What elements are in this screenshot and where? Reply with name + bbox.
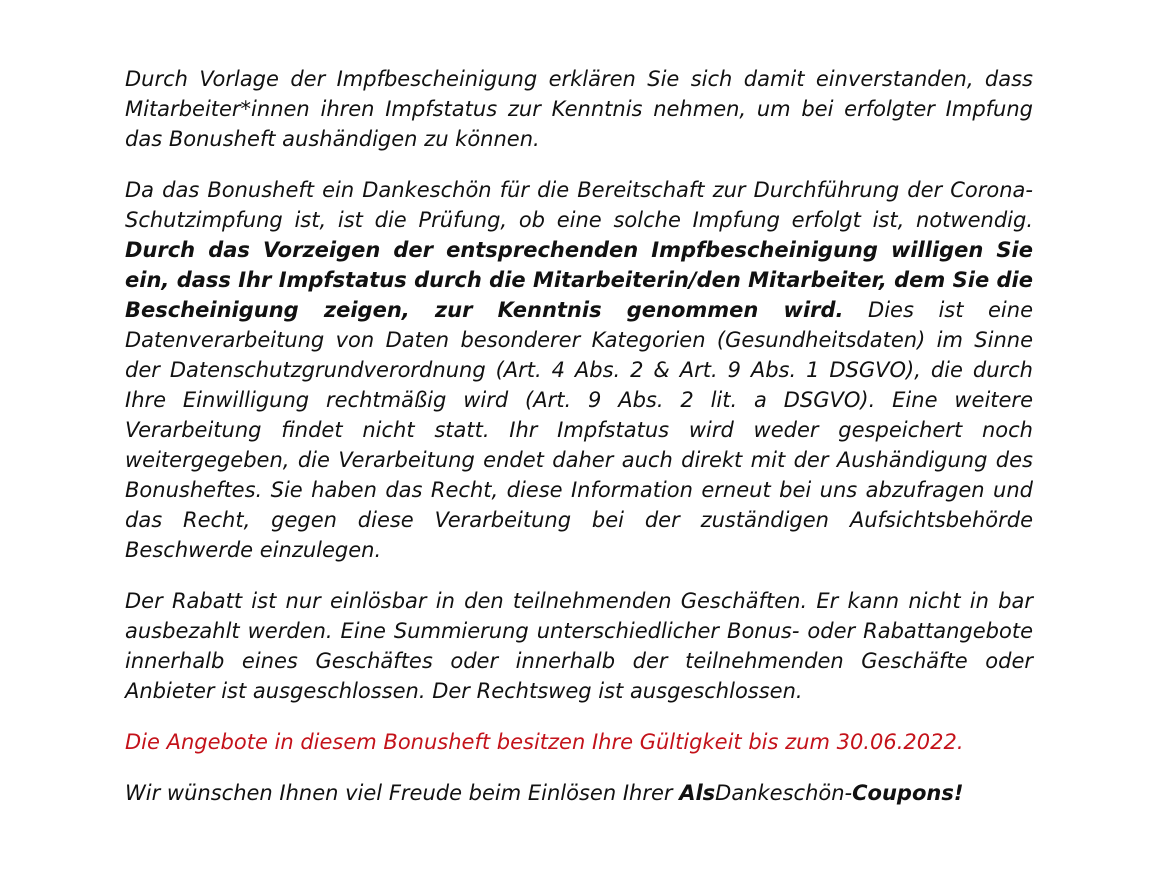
data-protection-paragraph xyxy=(125,175,1033,565)
brand-dankeschoen: Dankeschön- xyxy=(715,781,853,805)
validity-notice: Die Angebote in diesem Bonusheft besitzen Ihre Gültigkeit bis zum 30.06.2022. xyxy=(125,730,964,754)
data-protection-details: Dies ist eine Datenverarbeitung von Daten besonderer Kategorien (Gesundheitsdaten) im Sinne der Datenschutzgrundverordnung (Art. 4 Abs. 2 & Art. 9 Abs. 1 DSGVO), die durch Ihre Einwilligung rechtmäßig wird (Art. 9 Abs. 2 lit. a DSGVO). Eine weitere Verarbeitung findet nicht statt. Ihr Impfstatus wird weder gespeichert noch weitergegeben, die Verarbeitung endet daher auch direkt mit der Aushändigung des Bonusheftes. Sie haben das Recht, diese Information erneut bei uns abzufragen und das Recht, gegen diese Verarbeitung bei der zuständigen Aufsichtsbehörde Beschwerde einzulegen. xyxy=(125,298,1033,562)
brand-als: Als xyxy=(679,781,716,805)
terms-document xyxy=(125,64,1033,808)
closing-line xyxy=(125,778,1033,808)
data-protection-intro: Da das Bonusheft ein Dankeschön für die Bereitschaft zur Durchführung der Corona-Schutzimpfung ist, ist die Prüfung, ob eine solche Impfung erfolgt ist, notwendig. xyxy=(125,178,1033,232)
coupons-word: Coupons! xyxy=(852,781,964,805)
consent-paragraph: Durch Vorlage der Impfbescheinigung erklären Sie sich damit einverstanden, dass Mitarbeiter*innen ihren Impfstatus zur Kenntnis nehmen, um bei erfolgter Impfung das Bonusheft aushändigen zu können. xyxy=(125,67,1033,151)
discount-terms-paragraph: Der Rabatt ist nur einlösbar in den teilnehmenden Geschäften. Er kann nicht in bar ausbezahlt werden. Eine Summierung unterschiedlicher Bonus- oder Rabattangebote innerhalb eines Geschäftes oder innerhalb der teilnehmenden Geschäfte oder Anbieter ist ausgeschlossen. Der Rechtsweg ist ausgeschlossen. xyxy=(125,589,1033,703)
closing-intro: Wir wünschen Ihnen viel Freude beim Einlösen Ihrer xyxy=(125,781,680,805)
consent-statement-bold: Durch das Vorzeigen der entsprechenden Impfbescheinigung willigen Sie ein, dass Ihr Impfstatus durch die Mitarbeiterin/den Mitarbeiter, dem Sie die Bescheinigung zeigen, zur Kenntnis genommen wird. xyxy=(125,238,1033,322)
